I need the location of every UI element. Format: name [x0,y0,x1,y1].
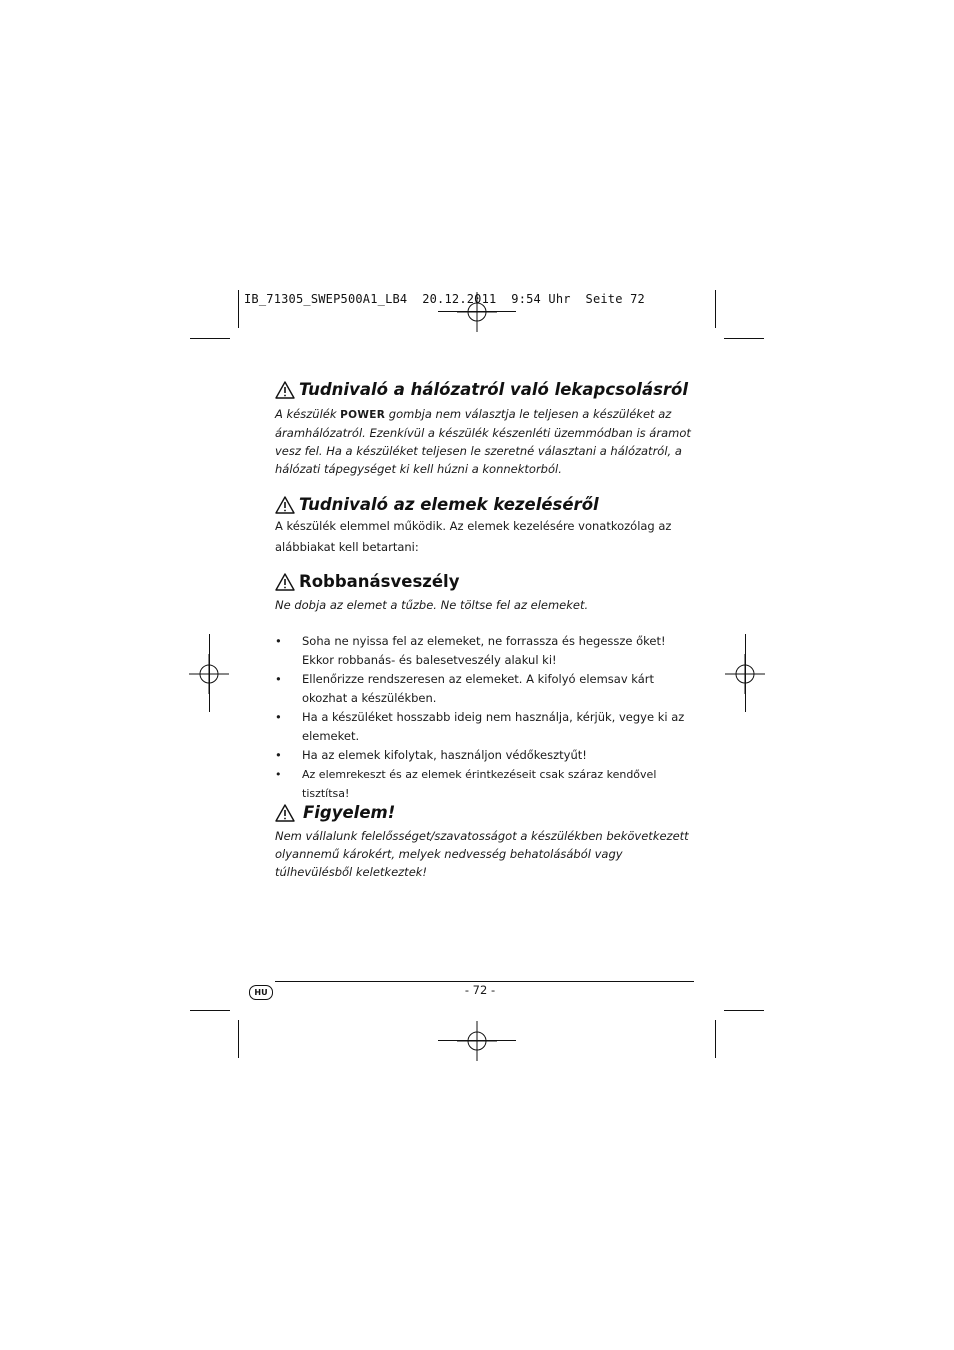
paragraph-disconnect [275,405,697,478]
warning-icon [275,573,295,591]
heading-attention [275,803,395,822]
power-label: POWER [340,409,386,421]
warning-icon [275,381,295,399]
heading-batteries [275,495,599,514]
language-badge: HU [249,985,273,1000]
crop-mark [190,338,230,339]
crop-mark [745,634,746,712]
crop-mark [238,1020,239,1058]
print-slug: IB_71305_SWEP500A1_LB4 20.12.2011 9:54 Uhr Seite 72 [244,292,645,306]
list-item: • Az elemrekeszt és az elemek érintkezéseit csak száraz kendővel tisztítsa! [275,768,657,800]
paragraph-attention: Nem vállalunk felelősséget/szavatosságot a készülékben bekövetkezett olyannemű károkért, melyek nedvesség behatolásából vagy túlhevülésből keletkeztek! [275,829,689,879]
crop-mark [190,1010,230,1011]
paragraph-explosion: Ne dobja az elemet a tűzbe. Ne töltse fel az elemeket. [275,598,589,612]
page-number: - 72 - [464,983,496,997]
crop-mark [438,311,516,312]
list-item-text: Ha a készüléket hosszabb ideig nem használja, kérjük, vegye ki az elemeket. [302,710,685,743]
list-item-text: Ellenőrizze rendszeresen az elemeket. A kifolyó elemsav kárt okozhat a készülékben. [302,672,655,705]
list-item: • Ha a készüléket hosszabb ideig nem használja, kérjük, vegye ki az elemeket. [275,710,685,743]
text: A készülék [275,407,341,421]
list-item: • Ellenőrizze rendszeresen az elemeket. A kifolyó elemsav kárt okozhat a készülékben. [275,672,655,705]
list-item-text: Soha ne nyissa fel az elemeket, ne forrassza és hegessze őket! Ekkor robbanás- és balesetveszély alakul ki! [302,634,666,667]
crop-mark [715,1020,716,1058]
footer-rule [275,981,694,982]
list-item-text: Ha az elemek kifolytak, használjon védőkesztyűt! [302,748,587,762]
crop-mark [715,290,716,328]
crop-mark [724,338,764,339]
heading-explosion [275,572,459,591]
list-item-text: Az elemrekeszt és az elemek érintkezéseit csak száraz kendővel tisztítsa! [302,768,657,800]
warning-icon [275,496,295,514]
registration-mark-top [457,292,497,332]
crop-mark [238,290,239,328]
heading-text: Robbanásveszély [299,572,460,591]
heading-text: Figyelem! [303,803,396,822]
warning-icon [275,804,295,822]
list-item: • Soha ne nyissa fel az elemeket, ne forrassza és hegessze őket! Ekkor robbanás- és balesetveszély alakul ki! [275,634,666,667]
heading-disconnect [275,380,688,399]
heading-text: Tudnivaló a hálózatról való lekapcsolásról [299,380,689,399]
text: gombja nem választja le teljesen a készüléket az áramhálózatról. Ezenkívül a készülék készenléti üzemmódban is áramot vesz fel. Ha a készüléket teljesen le szeretné választani a hálózatról, a hálózati tápegységet ki kell húzni a konnektorból. [275,407,691,476]
paragraph-batteries: A készülék elemmel működik. Az elemek kezelésére vonatkozólag az alábbiakat kell betartani: [275,519,672,554]
crop-mark [209,634,210,712]
registration-mark-bottom [457,1021,497,1061]
crop-mark [438,1040,516,1041]
list-item: • Ha az elemek kifolytak, használjon védőkesztyűt! [275,748,587,762]
bullet-list [275,632,697,803]
heading-text: Tudnivaló az elemek kezeléséről [299,495,599,514]
crop-mark [724,1010,764,1011]
